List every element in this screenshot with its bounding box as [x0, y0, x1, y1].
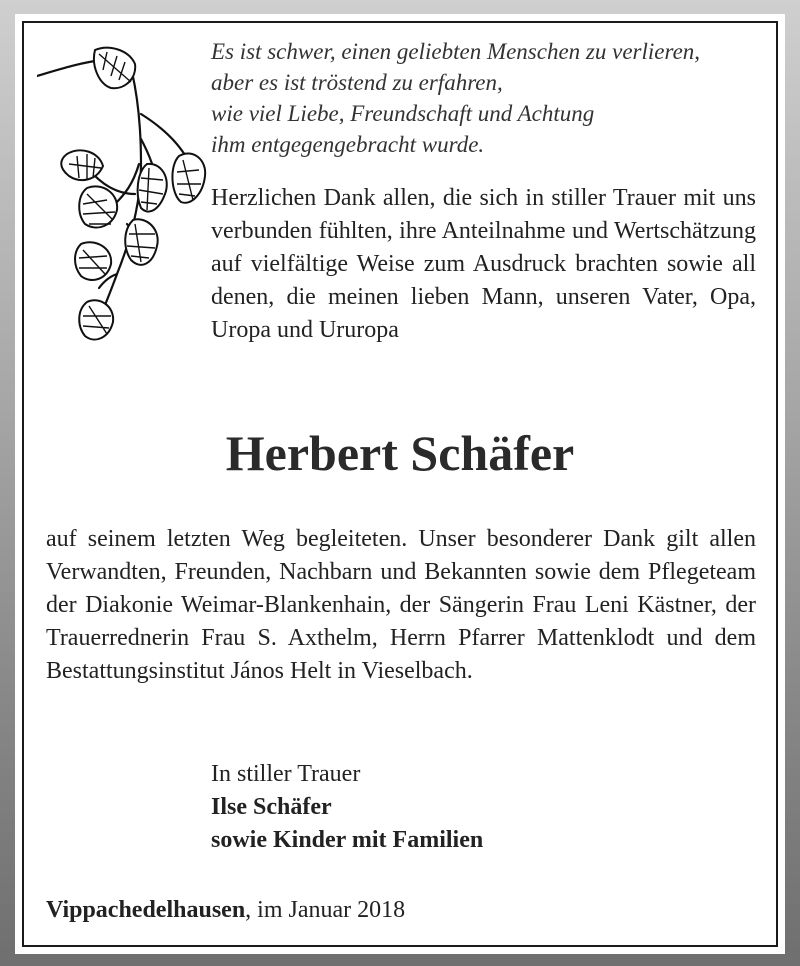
poem-line: ihm entgegengebracht wurde. — [211, 132, 485, 157]
poem-line: Es ist schwer, einen geliebten Menschen zu verlieren, — [211, 39, 701, 64]
signature-family: sowie Kinder mit Familien — [211, 827, 484, 853]
poem-line: aber es ist tröstend zu erfahren, — [211, 70, 503, 95]
obituary-card — [15, 14, 785, 954]
signature-intro: In stiller Trauer — [211, 761, 361, 787]
birch-branch-icon — [37, 44, 237, 354]
deceased-name: Herbert Schäfer — [225, 425, 575, 481]
closing-place: Vippachedelhausen — [46, 897, 246, 923]
poem-line: wie viel Liebe, Freundschaft und Achtung — [211, 101, 595, 126]
closing-date: , im Januar 2018 — [245, 897, 406, 923]
signature-block — [211, 758, 731, 857]
thanks-paragraph: Herzlichen Dank allen, die sich in stiller Trauer mit uns verbunden fühlten, ihre Anteilnahme und Wertschätzung auf vielfältige Weise zum Ausdruck brachten sowie all denen, die meinen lieben Mann, unseren Vater, Opa, Uropa und Ururopa — [211, 185, 756, 343]
acknowledgement-paragraph: auf seinem letzten Weg begleiteten. Unser besonderer Dank gilt allen Verwandten, Freunden, Nachbarn und Bekannten sowie dem Pflegeteam der Diakonie Weimar-Blankenhain, der Sängerin Frau Leni Kästner, der Trauerrednerin Frau S. Axthelm, Herrn Pfarrer Mattenklodt und dem Bestattungsinstitut János Helt in Vieselbach. — [46, 526, 756, 684]
poem — [211, 36, 771, 160]
closing-line — [46, 894, 756, 927]
signature-widow: Ilse Schäfer — [211, 794, 332, 820]
